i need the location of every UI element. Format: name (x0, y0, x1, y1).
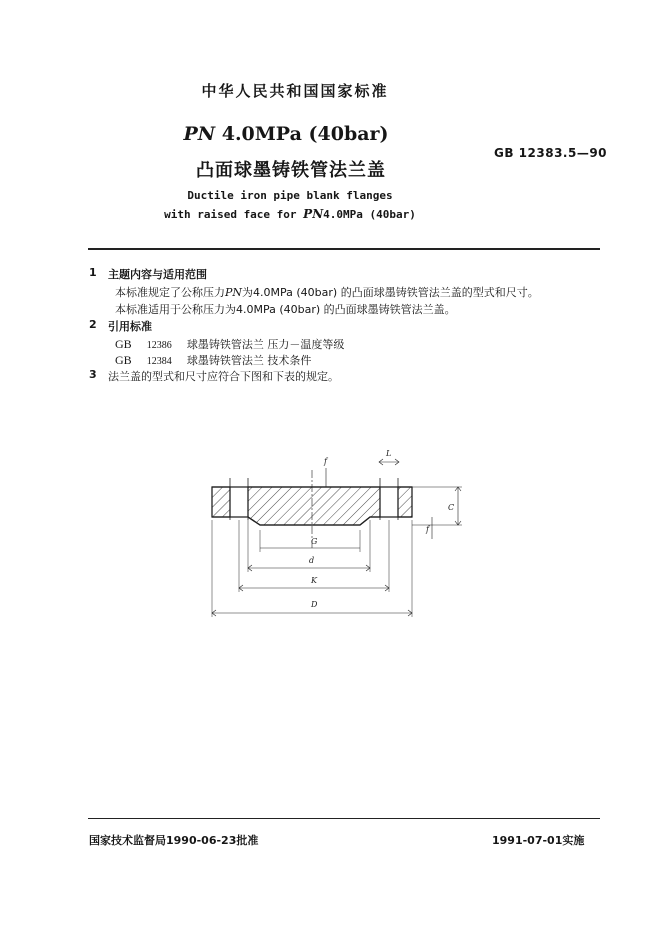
title-english-line2 (0, 207, 580, 221)
section-3-text: 法兰盖的型式和尺寸应符合下图和下表的规定。 (108, 370, 339, 383)
label-D: D (311, 600, 318, 609)
title-chinese: 凸面球墨铸铁管法兰盖 (196, 160, 386, 181)
label-K: K (311, 576, 317, 585)
label-G: G (311, 537, 318, 546)
reference-title: 球墨铸铁管法兰 压力－温度等级 (186, 338, 345, 351)
national-standard-header: 中华人民共和国国家标准 (201, 82, 389, 100)
title-english-line2-rest: 4.0MPa (40bar) (323, 208, 416, 221)
approval-date: 国家技术监督局1990-06-23批准 (89, 834, 259, 847)
section-3-number: 3 (89, 368, 97, 381)
title-english-pn-symbol: PN (303, 207, 324, 221)
section-1-paragraph-1-b: 为4.0MPa (40bar) 的凸面球墨铸铁管法兰盖的型式和尺寸。 (242, 286, 539, 299)
flange-body-section (248, 487, 380, 525)
section-1-paragraph-1 (115, 284, 539, 300)
reference-row (115, 349, 311, 368)
label-d: d (309, 556, 315, 565)
reference-number: 12384 (146, 356, 172, 367)
header-divider (88, 248, 600, 250)
footer-divider (88, 818, 600, 819)
blank-flange-drawing (200, 440, 480, 640)
flange-right-section (398, 487, 412, 517)
section-1-heading: 主题内容与适用范围 (108, 268, 207, 281)
title-pressure-rating (0, 123, 572, 145)
label-f-side: f (426, 525, 429, 534)
section-1-paragraph-2: 本标准适用于公称压力为4.0MPa (40bar) 的凸面球墨铸铁管法兰盖。 (115, 303, 456, 316)
flange-left-section (212, 487, 230, 517)
label-f-top: f (324, 457, 327, 466)
section-1-number: 1 (89, 266, 97, 279)
section-2-heading: 引用标准 (108, 320, 152, 333)
reference-gb-prefix: GB (115, 353, 132, 367)
section-1-paragraph-1-a: 本标准规定了公称压力 (115, 286, 225, 299)
standard-number: GB 12383.5—90 (494, 146, 608, 160)
title-pn-value: 4.0MPa (40bar) (215, 123, 389, 145)
reference-number: 12386 (146, 340, 172, 351)
label-L: L (386, 449, 392, 458)
section-2-number: 2 (89, 318, 97, 331)
title-english-line1: Ductile iron pipe blank flanges (187, 189, 393, 202)
label-C: C (448, 503, 455, 512)
reference-gb-prefix: GB (115, 337, 132, 351)
title-english-line2-prefix: with raised face for (164, 208, 304, 221)
title-pn-symbol: PN (183, 123, 216, 145)
implementation-date: 1991-07-01实施 (492, 834, 585, 847)
reference-title: 球墨铸铁管法兰 技术条件 (186, 354, 312, 367)
section-1-pn-symbol: PN (225, 286, 243, 299)
